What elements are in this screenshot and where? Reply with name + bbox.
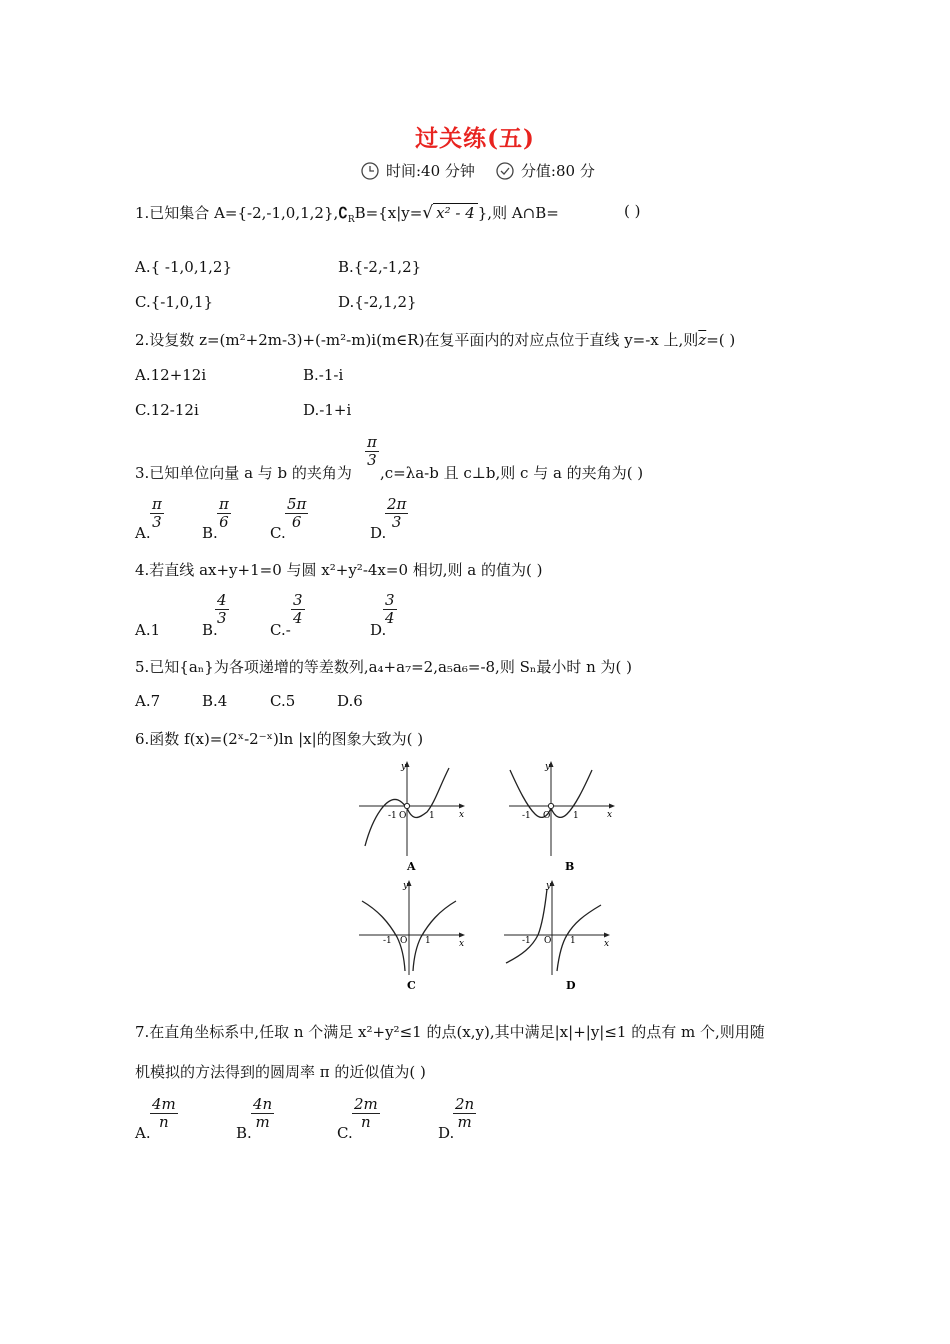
frac-numerator: 4m — [152, 1095, 176, 1113]
graph-c — [355, 875, 470, 993]
total-score: 分值:80 分 — [520, 162, 595, 180]
page-title: 过关练(五) — [415, 125, 535, 152]
tick-label: 1 — [425, 936, 431, 946]
graph-a — [355, 756, 470, 874]
q3-option-c-label: C. — [270, 524, 286, 542]
q3-option-d-fraction — [385, 496, 408, 531]
frac-numerator: 3 — [385, 591, 395, 609]
q4-option-a: A.1 — [135, 621, 161, 639]
frac-denominator: 6 — [291, 513, 302, 531]
time-limit: 时间:40 分钟 — [386, 162, 475, 180]
q5-option-b: B.4 — [202, 692, 228, 710]
complement-symbol: ∁ — [338, 204, 348, 222]
q4-option-d-fraction — [383, 592, 397, 627]
frac-denominator: n — [361, 1113, 371, 1131]
sqrt-symbol: √ — [422, 203, 434, 223]
frac-denominator: 6 — [219, 513, 229, 531]
q5-option-c: C.5 — [270, 692, 296, 710]
question-7-line-2: 机模拟的方法得到的圆周率 π 的近似值为( ) — [135, 1063, 426, 1081]
tick-label: O — [400, 936, 408, 946]
q1-option-d: D.{-2,1,2} — [338, 293, 417, 311]
q3-text-post: ,c=λa-b 且 c⊥b,则 c 与 a 的夹角为( ) — [380, 464, 644, 482]
q2-text: 2.设复数 z=(m²+2m-3)+(-m²-m)i(m∈R)在复平面内的对应点位于直线 y=-x 上,则 — [135, 331, 699, 349]
q7-option-d-label: D. — [438, 1124, 455, 1142]
q1-option-a: A.{ -1,0,1,2} — [135, 258, 233, 276]
q1-answer-paren: ( ) — [624, 202, 641, 220]
tick-label: -1 — [522, 936, 531, 946]
frac-numerator: π — [367, 433, 377, 451]
graph-label: C — [407, 979, 416, 992]
frac-denominator: 3 — [152, 513, 162, 531]
q4-option-c-label: C.- — [270, 621, 291, 639]
graph-d — [500, 875, 615, 993]
axis-y-label: y — [546, 881, 552, 891]
frac-numerator: π — [152, 495, 162, 513]
frac-numerator: 4n — [253, 1095, 273, 1113]
q7-option-a-fraction — [150, 1096, 178, 1131]
check-icon — [495, 161, 515, 181]
question-2 — [135, 329, 735, 350]
axis-x-label: x — [459, 939, 465, 949]
frac-denominator: n — [159, 1113, 169, 1131]
question-1 — [135, 202, 559, 225]
q7-option-b-label: B. — [236, 1124, 252, 1142]
frac-denominator: 3 — [217, 609, 227, 627]
q2-paren: =( ) — [706, 331, 736, 349]
frac-numerator: 3 — [293, 591, 303, 609]
frac-numerator: 2n — [455, 1095, 475, 1113]
frac-denominator: m — [255, 1113, 270, 1131]
q1-text-pre: 1.已知集合 A={-2,-1,0,1,2}, — [135, 204, 339, 222]
axis-x-label: x — [604, 939, 610, 949]
graph-label: A — [407, 860, 416, 873]
exam-meta — [360, 160, 595, 181]
q4-option-d-label: D. — [370, 621, 387, 639]
frac-numerator: 5π — [287, 495, 307, 513]
axis-x-label: x — [459, 810, 465, 820]
axis-y-label: y — [401, 762, 407, 772]
question-7-line-1: 7.在直角坐标系中,任取 n 个满足 x²+y²≤1 的点(x,y),其中满足|x|+|y|≤1 的点有 m 个,则用随 — [135, 1023, 765, 1041]
q1-text-mid: B={x|y= — [354, 204, 423, 222]
question-5: 5.已知{aₙ}为各项递增的等差数列,a₄+a₇=2,a₅a₆=-8,则 Sₙ最小时 n 为( ) — [135, 658, 633, 676]
q3-angle-fraction — [365, 434, 379, 469]
frac-denominator: m — [457, 1113, 472, 1131]
tick-label: 1 — [570, 936, 576, 946]
q4-option-b-label: B. — [202, 621, 218, 639]
frac-numerator: 4 — [217, 591, 227, 609]
axis-x-label: x — [607, 810, 613, 820]
q3-option-d-label: D. — [370, 524, 387, 542]
q7-option-c-label: C. — [337, 1124, 353, 1142]
q7-option-b-fraction — [251, 1096, 274, 1131]
tick-label: -1 — [383, 936, 392, 946]
q3-option-b-fraction — [217, 496, 231, 531]
q3-option-b-label: B. — [202, 524, 218, 542]
frac-denominator: 4 — [293, 609, 303, 627]
q3-option-a-fraction — [150, 496, 164, 531]
question-6: 6.函数 f(x)=(2ˣ-2⁻ˣ)ln |x|的图象大致为( ) — [135, 730, 424, 748]
q7-option-a-label: A. — [135, 1124, 151, 1142]
q7-option-d-fraction — [453, 1096, 476, 1131]
frac-denominator: 3 — [391, 513, 402, 531]
q5-option-a: A.7 — [135, 692, 161, 710]
question-4: 4.若直线 ax+y+1=0 与圆 x²+y²-4x=0 相切,则 a 的值为( ) — [135, 561, 543, 579]
graph-label: B — [565, 860, 575, 873]
axis-y-label: y — [545, 762, 551, 772]
q2-option-d: D.-1+i — [303, 401, 352, 419]
frac-denominator: 4 — [385, 609, 395, 627]
tick-label: O — [543, 811, 551, 821]
tick-label: O — [544, 936, 552, 946]
tick-label: O — [399, 811, 407, 821]
clock-icon — [360, 161, 380, 181]
q1-option-b: B.{-2,-1,2} — [338, 258, 422, 276]
frac-numerator: 2π — [387, 495, 407, 513]
q5-option-d: D.6 — [337, 692, 363, 710]
q1-text-post: },则 A∩B= — [477, 204, 559, 222]
q4-option-c-fraction — [291, 592, 305, 627]
tick-label: 1 — [573, 811, 579, 821]
q4-option-b-fraction — [215, 592, 229, 627]
frac-numerator: π — [219, 495, 229, 513]
axis-y-label: y — [403, 881, 409, 891]
q2-option-a: A.12+12i — [135, 366, 207, 384]
z-conjugate: $\overline{z}$ — [698, 331, 707, 349]
q7-option-c-fraction — [352, 1096, 380, 1131]
q3-option-a-label: A. — [135, 524, 151, 542]
tick-label: -1 — [388, 811, 397, 821]
tick-label: 1 — [429, 811, 435, 821]
frac-denominator: 3 — [367, 451, 377, 469]
frac-numerator: 2m — [354, 1095, 378, 1113]
q3-text-pre: 3.已知单位向量 a 与 b 的夹角为 — [135, 464, 352, 482]
complement-subscript: R — [347, 215, 355, 225]
q2-option-c: C.12-12i — [135, 401, 199, 419]
q2-option-b: B.-1-i — [303, 366, 344, 384]
q1-option-c: C.{-1,0,1} — [135, 293, 214, 311]
q3-option-c-fraction — [285, 496, 308, 531]
graph-b — [505, 756, 620, 874]
sqrt-radicand: x² - 4 — [433, 203, 478, 222]
tick-label: -1 — [522, 811, 531, 821]
graph-label: D — [566, 979, 576, 992]
